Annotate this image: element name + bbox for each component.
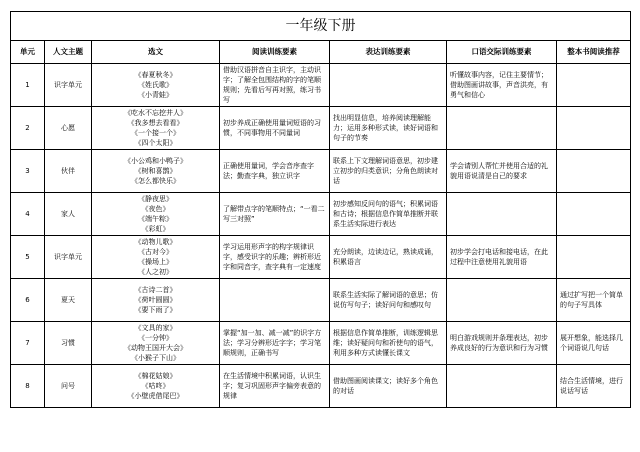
- oral-cell: 听懂故事内容，记住主要情节；借助图画讲故事，声音洪亮，有勇气和信心: [447, 64, 557, 107]
- reading-cell: 正确使用量词，学会音序查字法；勤查字典，独立识字: [220, 150, 330, 193]
- expression-cell: 充分朗读，边读边记，熟读成诵，积累语言: [330, 236, 447, 279]
- table-row: [11, 193, 631, 236]
- texts-cell: [92, 322, 220, 365]
- unit-number: 3: [11, 150, 45, 193]
- reading-cell: 了解带点字的笔顺特点；“一看二写三对照”: [220, 193, 330, 236]
- reading-cell: 掌握“加一加、减一减”的识字方法；学习分辨形近字字；学习笔顺规则，正确书写: [220, 322, 330, 365]
- texts-cell: [92, 193, 220, 236]
- oral-cell: [447, 279, 557, 322]
- theme-cell: 识字单元: [45, 236, 92, 279]
- book-cell: [557, 236, 631, 279]
- texts-cell: [92, 64, 220, 107]
- theme-cell: 心愿: [45, 107, 92, 150]
- text-title: 《吃水不忘挖井人》: [124, 109, 187, 117]
- oral-cell: [447, 193, 557, 236]
- expression-cell: 初步感知反问句的语气；积累词语和古诗；根据信息作简单推断并联系生活实际进行表达: [330, 193, 447, 236]
- unit-number: 2: [11, 107, 45, 150]
- oral-cell: 学会请别人帮忙并使用合适的礼貌用语说清是自己的要求: [447, 150, 557, 193]
- text-title: 《操场上》: [138, 258, 173, 266]
- header-unit: 单元: [11, 41, 45, 64]
- expression-cell: 联系生活实际了解词语的意思；仿说仿写句子；读好问句和感叹句: [330, 279, 447, 322]
- curriculum-sheet: [10, 11, 630, 445]
- header-expression: 表达训练要素: [330, 41, 447, 64]
- text-title: 《树和喜鹊》: [134, 167, 177, 175]
- text-title: 《动物王国开大会》: [124, 344, 187, 352]
- expression-cell: 借助图画阅读课文；读好多个角色的对话: [330, 365, 447, 408]
- table-row: [11, 322, 631, 365]
- expression-cell: 找出明显信息，培养阅读理解能力；运用多种形式读，读好词语和句子的节奏: [330, 107, 447, 150]
- text-title: 《文具的家》: [134, 324, 177, 332]
- text-title: 《四个太阳》: [134, 139, 177, 147]
- text-title: 《怎么都快乐》: [131, 177, 180, 185]
- book-cell: 通过扩写把一个简单的句子写具体: [557, 279, 631, 322]
- text-title: 《棉花姑娘》: [134, 372, 177, 380]
- text-title: 《端午粽》: [138, 215, 173, 223]
- theme-cell: 习惯: [45, 322, 92, 365]
- table-row: [11, 279, 631, 322]
- header-texts: 选文: [92, 41, 220, 64]
- texts-cell: [92, 150, 220, 193]
- expression-cell: 根据信息作简单推断，训练逻辑思维；读好疑问句和祈使句的语气，利用多种方式读懂长课文: [330, 322, 447, 365]
- text-title: 《小青蛙》: [138, 91, 173, 99]
- unit-number: 8: [11, 365, 45, 408]
- text-title: 《春夏秋冬》: [134, 71, 177, 79]
- text-title: 《要下雨了》: [134, 306, 177, 314]
- theme-cell: 问号: [45, 365, 92, 408]
- unit-number: 6: [11, 279, 45, 322]
- header-oral: 口语交际训练要素: [447, 41, 557, 64]
- unit-number: 4: [11, 193, 45, 236]
- text-title: 《姓氏歌》: [138, 81, 173, 89]
- book-cell: [557, 193, 631, 236]
- expression-cell: 联系上下文理解词语意思，初步建立初步的归类意识；分角色朗读对话: [330, 150, 447, 193]
- text-title: 《彩虹》: [141, 225, 170, 233]
- texts-cell: [92, 365, 220, 408]
- theme-cell: 家人: [45, 193, 92, 236]
- table-body: [11, 64, 631, 408]
- texts-cell: [92, 107, 220, 150]
- header-reading: 阅读训练要素: [220, 41, 330, 64]
- text-title: 《荷叶圆圆》: [134, 296, 177, 304]
- table-row: [11, 64, 631, 107]
- oral-cell: 明白游戏规则并条理表达，初步养成良好的行为意识和行为习惯: [447, 322, 557, 365]
- theme-cell: 识字单元: [45, 64, 92, 107]
- reading-cell: 借助汉语拼音自主识字，主动识字；了解全包围结构的字的笔顺规则；先看后写再对照，练习书写: [220, 64, 330, 107]
- text-title: 《一个接一个》: [131, 129, 180, 137]
- header-row: [11, 41, 631, 64]
- table-row: [11, 150, 631, 193]
- reading-cell: 初步养成正确使用量词短语的习惯，不同事物用不同量词: [220, 107, 330, 150]
- text-title: 《我多想去看看》: [127, 119, 184, 127]
- book-cell: [557, 64, 631, 107]
- texts-cell: [92, 279, 220, 322]
- oral-cell: 初步学会打电话和接电话，在此过程中注意使用礼貌用语: [447, 236, 557, 279]
- header-theme: 人文主题: [45, 41, 92, 64]
- unit-number: 1: [11, 64, 45, 107]
- text-title: 《古对今》: [138, 248, 173, 256]
- text-title: 《小猴子下山》: [131, 354, 180, 362]
- text-title: 《小公鸡和小鸭子》: [124, 157, 187, 165]
- book-cell: 展开想象，能选择几个词语说几句话: [557, 322, 631, 365]
- oral-cell: [447, 107, 557, 150]
- text-title: 《人之初》: [138, 268, 173, 276]
- reading-cell: [220, 279, 330, 322]
- theme-cell: 夏天: [45, 279, 92, 322]
- page-title: 一年级下册: [11, 12, 631, 41]
- unit-number: 5: [11, 236, 45, 279]
- text-title: 《一分钟》: [138, 334, 173, 342]
- table-row: [11, 236, 631, 279]
- text-title: 《静夜思》: [138, 195, 173, 203]
- book-cell: [557, 107, 631, 150]
- text-title: 《小壁虎借尾巴》: [127, 392, 184, 400]
- book-cell: 结合生活情境，进行说话写话: [557, 365, 631, 408]
- unit-number: 7: [11, 322, 45, 365]
- curriculum-table: [10, 11, 631, 408]
- text-title: 《咕咚》: [141, 382, 170, 390]
- reading-cell: 学习运用形声字的构字规律识字，感受识字的乐趣；辨析形近字和同音字，查字典有一定速度: [220, 236, 330, 279]
- oral-cell: [447, 365, 557, 408]
- text-title: 《动物儿歌》: [134, 238, 177, 246]
- table-row: [11, 365, 631, 408]
- text-title: 《古诗二首》: [134, 286, 177, 294]
- table-row: [11, 107, 631, 150]
- text-title: 《夜色》: [141, 205, 170, 213]
- book-cell: [557, 150, 631, 193]
- texts-cell: [92, 236, 220, 279]
- theme-cell: 伙伴: [45, 150, 92, 193]
- expression-cell: [330, 64, 447, 107]
- reading-cell: 在生活情境中积累词语，认识生字；复习巩固形声字偏旁表意的规律: [220, 365, 330, 408]
- header-book: 整本书阅读推荐: [557, 41, 631, 64]
